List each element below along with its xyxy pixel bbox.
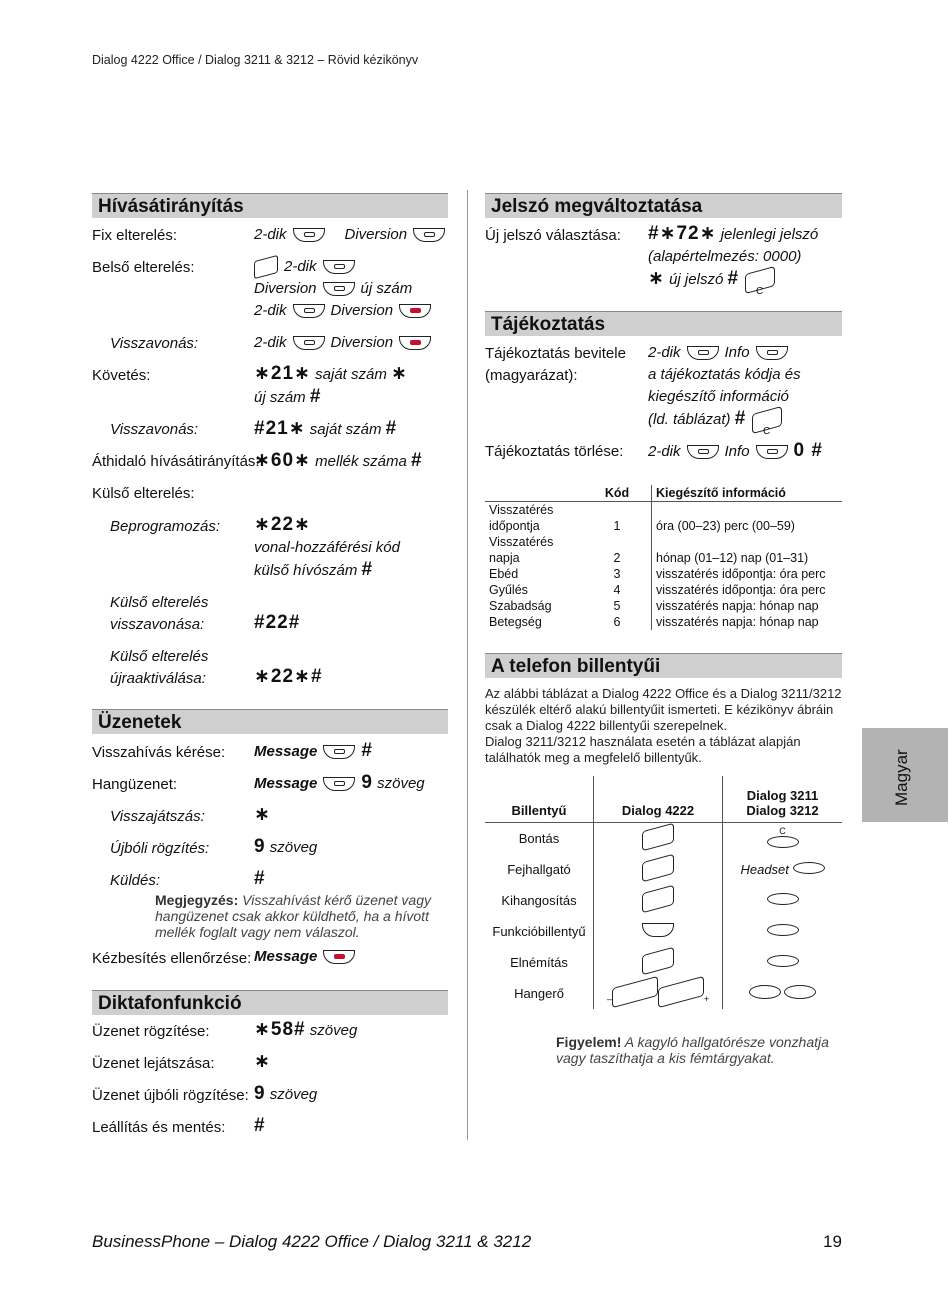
tt-label: Tájékoztatás törlése: xyxy=(485,443,624,460)
r-value: ∗58# szöveg xyxy=(254,1019,358,1040)
function-key-lit-icon xyxy=(399,304,431,318)
volume-up-key-icon xyxy=(784,985,816,999)
function-key-icon xyxy=(293,336,325,350)
footer-title: BusinessPhone – Dialog 4222 Office / Dialog 3211 & 3212 xyxy=(92,1232,532,1251)
beprog-value-1: ∗22∗ xyxy=(254,514,311,535)
table-row: Visszatérés xyxy=(485,502,842,519)
belso-value-1: 2-dik xyxy=(254,256,361,278)
table-row: Kihangosítás xyxy=(485,885,842,916)
beprog-label: Beprogramozás: xyxy=(110,518,221,535)
language-tab: Magyar xyxy=(862,728,948,822)
ur-value: 9 szöveg xyxy=(254,836,318,857)
volume-up-key-icon xyxy=(658,976,704,1008)
table-row: Funkcióbillentyű xyxy=(485,916,842,947)
ur-label: Újbóli rögzítés: xyxy=(110,840,210,857)
clear-key-icon xyxy=(642,823,674,852)
kujra-label-1: Külső elterelés xyxy=(110,648,209,665)
vj-value: ∗ xyxy=(254,804,271,825)
function-key-icon xyxy=(642,923,674,937)
function-key-icon xyxy=(687,445,719,459)
l-value: ∗ xyxy=(254,1051,271,1072)
function-key-lit-icon xyxy=(323,950,355,964)
kvissza-label-2: visszavonása: xyxy=(110,616,205,633)
section-title-tajek: Tájékoztatás xyxy=(485,311,842,336)
vh-label: Visszahívás kérése: xyxy=(92,744,226,761)
clear-key-icon: C xyxy=(745,266,775,294)
speaker-key-icon xyxy=(642,885,674,914)
table-row: Gyűlés 4 visszatérés időpontja: óra perc xyxy=(489,583,826,597)
mute-key-icon xyxy=(767,955,799,967)
billentyuk-intro: Az alábbi táblázat a Dialog 4222 Office és a Dialog 3211/3212 készülék eltérő alakú billentyűit ismerteti. E kézikönyv ábráin csak a Dialog 4222 billentyűi szerepelnek. Dialog 3211/3212 használata esetén a táblázat alapján találhatók meg a megfelelő billentyűk. xyxy=(485,686,842,765)
r-label: Üzenet rögzítése: xyxy=(92,1023,210,1040)
ke-value: Message xyxy=(254,946,361,968)
kvissza-value: #22# xyxy=(254,612,301,633)
table-row: Elnémítás xyxy=(485,947,842,978)
keys-table: Billentyű Dialog 4222 Dialog 3211 Dialog 3212 Bontás C Fejhallgató Headset Kihangosítás Funkcióbillentyű Elnémítás Hangerő – + xyxy=(485,776,842,1009)
uzenet-note: Megjegyzés: Visszahívást kérő üzenet vagy hangüzenet csak akkor küldhető, ha a hívott mellék foglalt vagy nem válaszol. xyxy=(155,892,431,940)
table-row: Betegség 6 visszatérés napja: hónap nap xyxy=(489,615,819,629)
headset-key-icon xyxy=(793,862,825,874)
hu-value: Message 9 szöveg xyxy=(254,772,425,793)
function-key-icon xyxy=(687,346,719,360)
info-table: Kód Kiegészítő információ Visszatérés időpontja 1 óra (00–23) perc (00–59) Visszatérés napja 2 hónap (01–12) nap (01–31) Ebéd 3 visszatérés időpontja: óra perc Gyűlés 4 visszatérés időpontja: óra perc Szabadság 5 visszatérés napja: hónap nap Betegség 6 visszatérés napja: hónap nap xyxy=(485,485,842,630)
table-row: időpontja 1 óra (00–23) perc (00–59) xyxy=(489,519,795,533)
u-value: 9 szöveg xyxy=(254,1083,318,1104)
m-label: Leállítás és mentés: xyxy=(92,1119,226,1136)
volume-down-key-icon xyxy=(612,976,658,1008)
tb-value-2: a tájékoztatás kódja és xyxy=(648,366,801,383)
section-title-billentyuk: A telefon billentyűi xyxy=(485,653,842,678)
tb-label-1: Tájékoztatás bevitele xyxy=(485,345,626,362)
vissza1-label: Visszavonás: xyxy=(110,335,199,352)
table-row: Ebéd 3 visszatérés időpontja: óra perc xyxy=(489,567,826,581)
mute-key-icon xyxy=(642,947,674,976)
section-title-hivas: Hívásátirányítás xyxy=(92,193,448,218)
kovetes-value-1: ∗21∗ saját szám ∗ xyxy=(254,363,408,384)
fix-label: Fix elterelés: xyxy=(92,227,178,244)
function-key-lit-icon xyxy=(399,336,431,350)
belso-label: Belső elterelés: xyxy=(92,259,195,276)
athid-value: ∗60∗ mellék száma # xyxy=(254,450,423,471)
l-label: Üzenet lejátszása: xyxy=(92,1055,215,1072)
section-title-uzenetek: Üzenetek xyxy=(92,709,448,734)
u-label: Üzenet újbóli rögzítése: xyxy=(92,1087,249,1104)
tb-value-1: 2-dik Info xyxy=(648,342,794,364)
tb-value-4: (ld. táblázat) # C xyxy=(648,408,782,431)
kulso-label: Külső elterelés: xyxy=(92,485,195,502)
jelszo-value-3: ∗ új jelszó # C xyxy=(648,268,775,291)
figyelem-note: Figyelem! A kagyló hallgatórésze vonzhatja vagy taszíthatja a kis fémtárgyakat. xyxy=(556,1034,829,1066)
vissza2-value: #21∗ saját szám # xyxy=(254,418,398,439)
vissza1-value: 2-dik Diversion xyxy=(254,332,437,354)
table-row: Szabadság 5 visszatérés napja: hónap nap xyxy=(489,599,819,613)
speaker-key-icon xyxy=(254,255,278,279)
tb-label-2: (magyarázat): xyxy=(485,367,578,384)
function-key-icon xyxy=(323,260,355,274)
table-row: Bontás C xyxy=(485,823,842,855)
athid-label: Áthidaló hívásátirányítás: xyxy=(92,453,260,470)
m-value: # xyxy=(254,1115,266,1136)
function-key-icon xyxy=(323,745,355,759)
jelszo-value-2: (alapértelmezés: 0000) xyxy=(648,248,802,265)
clear-key-icon: C xyxy=(752,406,782,434)
function-key-icon xyxy=(413,228,445,242)
vissza2-label: Visszavonás: xyxy=(110,421,199,438)
clear-key-icon xyxy=(767,836,799,848)
jelszo-value-1: #∗72∗ jelenlegi jelszó xyxy=(648,223,819,244)
page-number: 19 xyxy=(823,1232,842,1251)
kd-value: # xyxy=(254,868,266,889)
function-key-icon xyxy=(756,445,788,459)
ke-label: Kézbesítés ellenőrzése: xyxy=(92,950,252,967)
vj-label: Visszajátszás: xyxy=(110,808,205,825)
vh-value: Message # xyxy=(254,740,373,761)
kd-label: Küldés: xyxy=(110,872,161,889)
kujra-value: ∗22∗# xyxy=(254,666,323,687)
volume-down-key-icon xyxy=(749,985,781,999)
section-title-jelszo: Jelszó megváltoztatása xyxy=(485,193,842,218)
table-row: Hangerő – + xyxy=(485,978,842,1009)
tt-value: 2-dik Info 0 # xyxy=(648,440,823,461)
belso-value-3: 2-dik Diversion xyxy=(254,300,437,322)
function-key-icon xyxy=(323,282,355,296)
headset-key-icon xyxy=(642,854,674,883)
table-row: napja 2 hónap (01–12) nap (01–31) xyxy=(489,551,809,565)
table-row: Fejhallgató Headset xyxy=(485,854,842,885)
function-key-icon xyxy=(293,304,325,318)
column-divider xyxy=(467,190,468,1140)
kvissza-label-1: Külső elterelés xyxy=(110,594,209,611)
section-title-dikta: Diktafonfunkció xyxy=(92,990,448,1015)
function-key-icon xyxy=(756,346,788,360)
beprog-value-2: vonal-hozzáférési kód xyxy=(254,539,400,556)
beprog-value-3: külső hívószám # xyxy=(254,559,374,580)
function-key-icon xyxy=(293,228,325,242)
speaker-key-icon xyxy=(767,893,799,905)
running-header: Dialog 4222 Office / Dialog 3211 & 3212 – Rövid kézikönyv xyxy=(92,53,419,67)
function-key-icon xyxy=(767,924,799,936)
tb-value-3: kiegészítő információ xyxy=(648,388,789,405)
kovetes-label: Követés: xyxy=(92,367,151,384)
belso-value-2: Diversion új szám xyxy=(254,280,413,297)
jelszo-label: Új jelszó választása: xyxy=(485,227,621,244)
table-row: Visszatérés xyxy=(485,534,842,550)
kovetes-value-2: új szám # xyxy=(254,386,322,407)
kujra-label-2: újraaktiválása: xyxy=(110,670,206,687)
function-key-icon xyxy=(323,777,355,791)
fix-value: 2-dik Diversion xyxy=(254,224,451,246)
hu-label: Hangüzenet: xyxy=(92,776,178,793)
